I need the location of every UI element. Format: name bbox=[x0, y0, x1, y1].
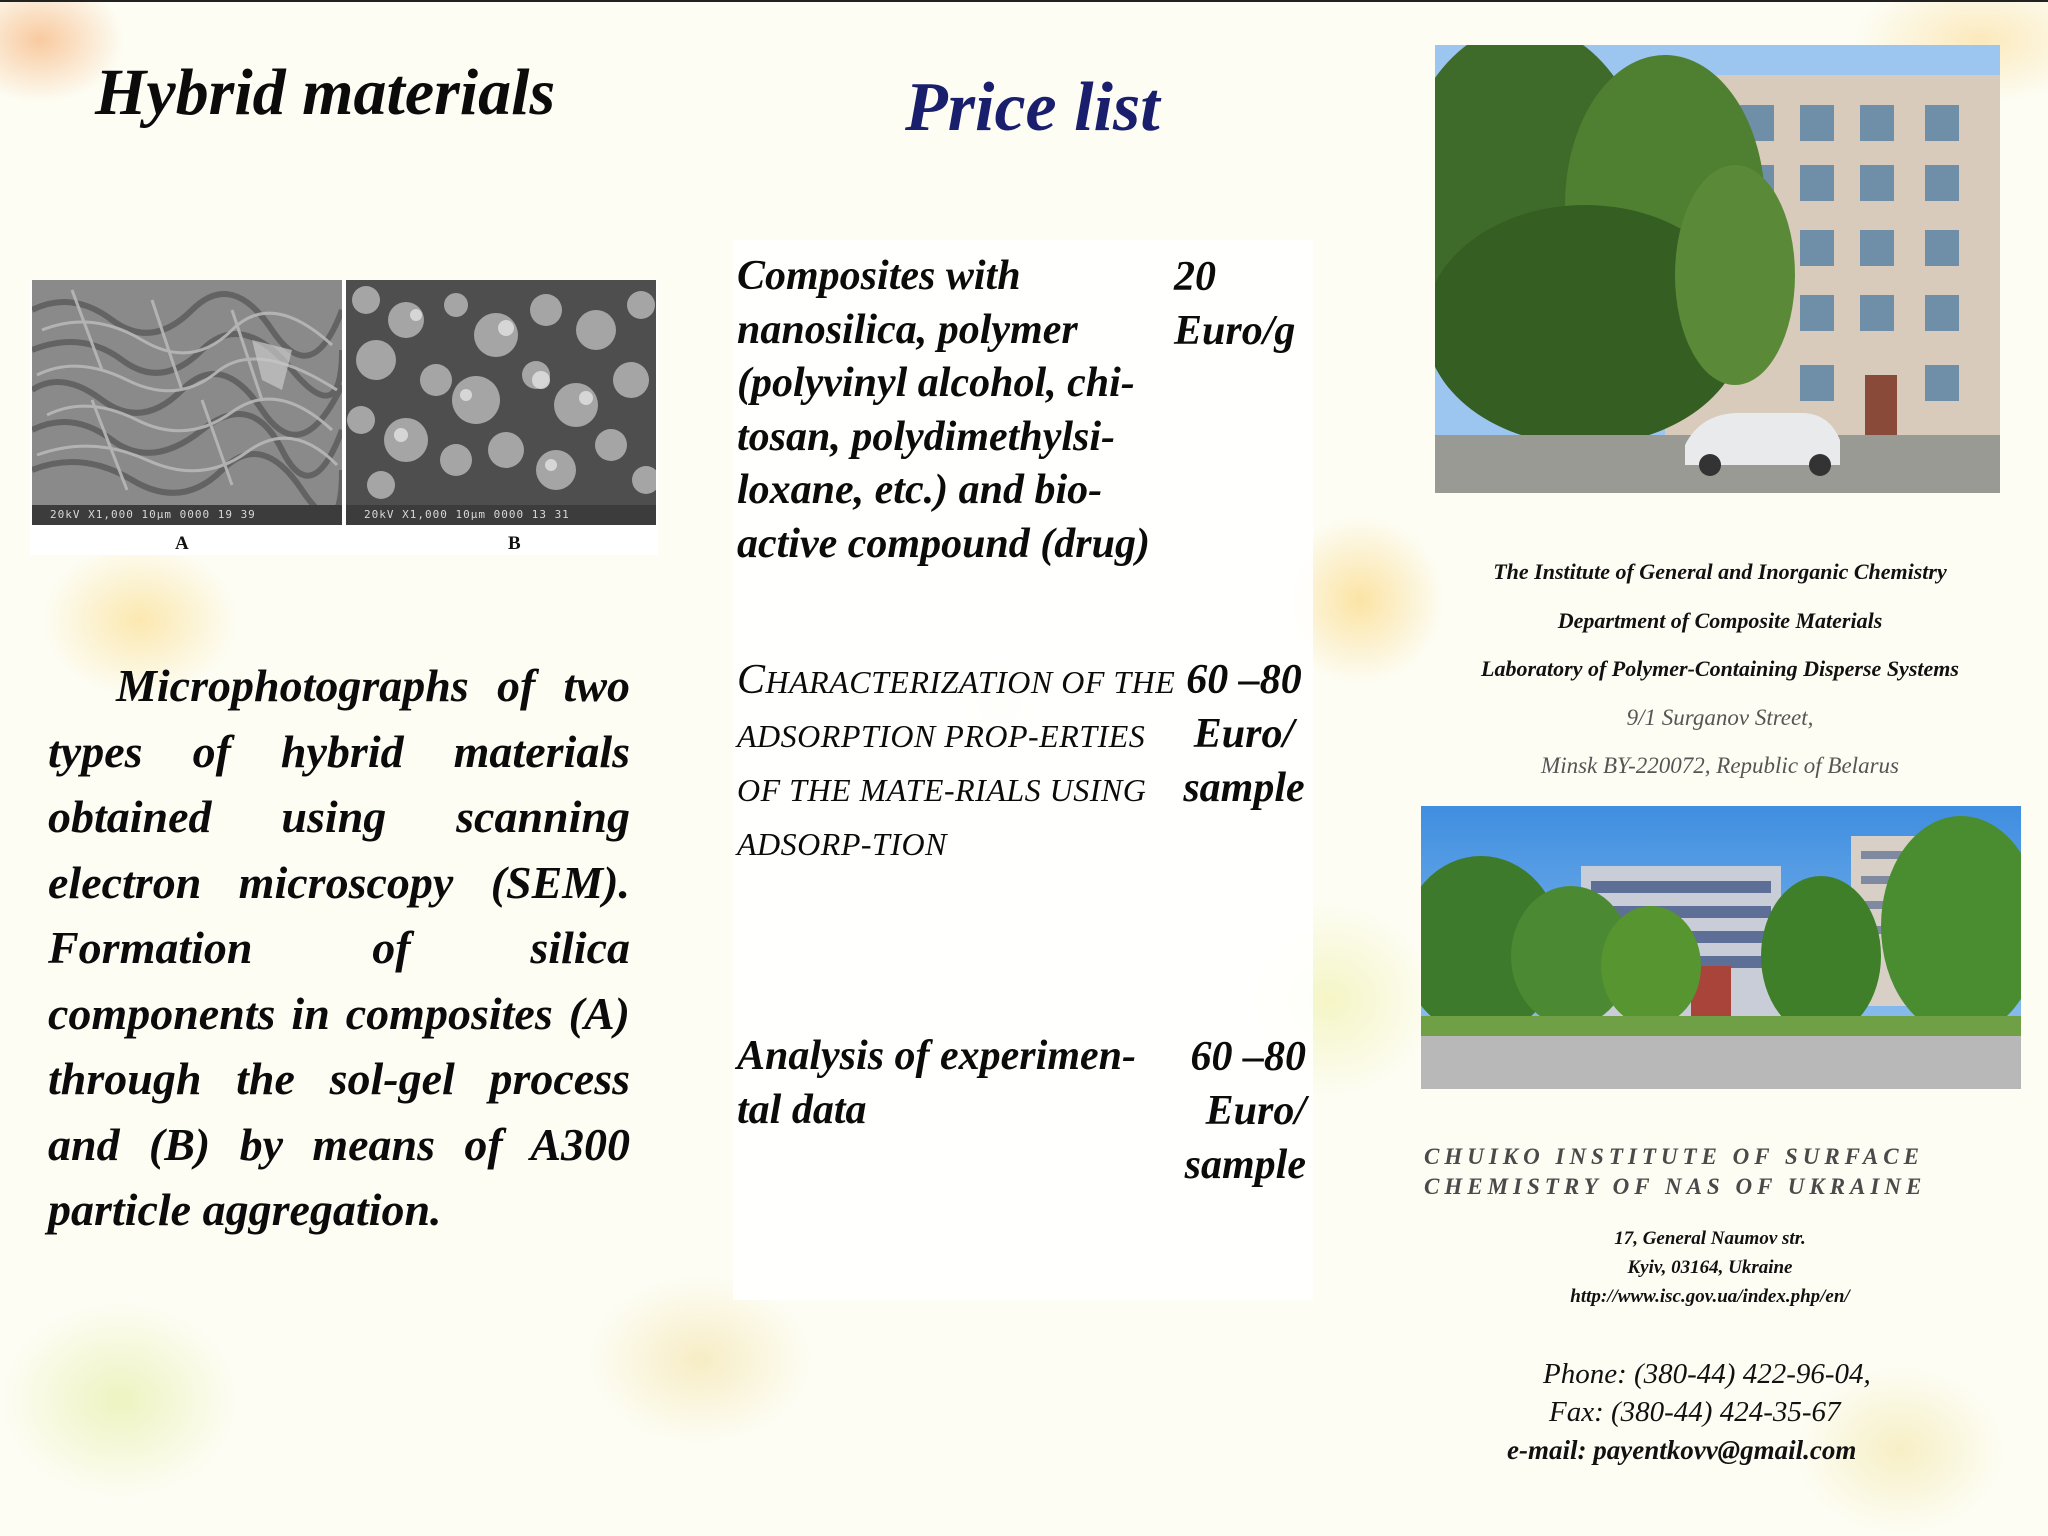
price-item-value: 20 Euro/g bbox=[1174, 254, 1296, 354]
price-item-value: 60 –80 Euro/ sample bbox=[1184, 1034, 1306, 1188]
belarus-city: Minsk BY-220072, Republic of Belarus bbox=[1541, 753, 1899, 778]
sem-label-a: A bbox=[175, 533, 189, 554]
belarus-institute-info bbox=[1400, 548, 2040, 791]
phone-number: Phone: (380-44) 422-96-04, bbox=[1543, 1358, 1871, 1390]
sem-micrographs bbox=[30, 280, 658, 555]
price-list-title: Price list bbox=[905, 69, 1160, 146]
price-item-name: Analysis of experimen-tal data bbox=[737, 1033, 1136, 1133]
ukraine-building-photo bbox=[1421, 806, 2021, 1089]
email-address[interactable]: e-mail: payentkovv@gmail.com bbox=[1507, 1435, 1857, 1465]
belarus-laboratory: Laboratory of Polymer-Containing Disperse Systems bbox=[1481, 656, 1959, 681]
ukraine-website-link[interactable]: http://www.isc.gov.ua/index.php/en/ bbox=[1570, 1286, 1850, 1307]
price-item-name: CHARACTERIZATION OF THE ADSORPTION PROP-ERTIES OF THE MATE-RIALS USING ADSORP-TION bbox=[737, 657, 1176, 862]
belarus-institute-name: The Institute of General and Inorganic Chemistry bbox=[1493, 559, 1947, 584]
fax-number: Fax: (380-44) 424-35-67 bbox=[1549, 1396, 1841, 1428]
sem-scale-bar-a: 20kV X1,000 10μm 0000 19 39 bbox=[32, 505, 342, 525]
price-item-value: 60 –80 Euro/ sample bbox=[1183, 657, 1305, 811]
belarus-department: Department of Composite Materials bbox=[1557, 607, 1883, 633]
top-border bbox=[0, 0, 2048, 2]
ukraine-city: Kyiv, 03164, Ukraine bbox=[1627, 1257, 1793, 1278]
hybrid-materials-title: Hybrid materials bbox=[95, 56, 556, 129]
belarus-building-photo bbox=[1435, 45, 2000, 493]
ukraine-street: 17, General Naumov str. bbox=[1614, 1228, 1806, 1249]
sem-image-b bbox=[346, 280, 656, 525]
micrograph-caption: Microphotographs of two types of hybrid materials obtained using scanning electron microscopy (SEM). Formation of silica components in composites (A) through the sol-gel process and (B) by means of A300 particle aggregation. bbox=[48, 660, 630, 1235]
contact-info bbox=[1400, 1355, 2048, 1469]
sem-label-b: B bbox=[508, 533, 521, 554]
ukraine-name-line2: CHEMISTRY OF NAS OF UKRAINE bbox=[1424, 1174, 1927, 1199]
belarus-street: 9/1 Surganov Street, bbox=[1626, 704, 1814, 730]
ukraine-institute-name bbox=[1424, 1142, 1926, 1202]
sem-image-a bbox=[32, 280, 342, 525]
ukraine-address bbox=[1400, 1224, 2020, 1311]
sem-scale-bar-b: 20kV X1,000 10μm 0000 13 31 bbox=[346, 505, 656, 525]
price-item-name: Composites with nanosilica, polymer (polyvinyl alcohol, chi-tosan, polydimethylsi-loxane, etc.) and bio-active compound (drug) bbox=[737, 253, 1150, 567]
ukraine-name-line1: CHUIKO INSTITUTE OF SURFACE bbox=[1424, 1144, 1924, 1169]
